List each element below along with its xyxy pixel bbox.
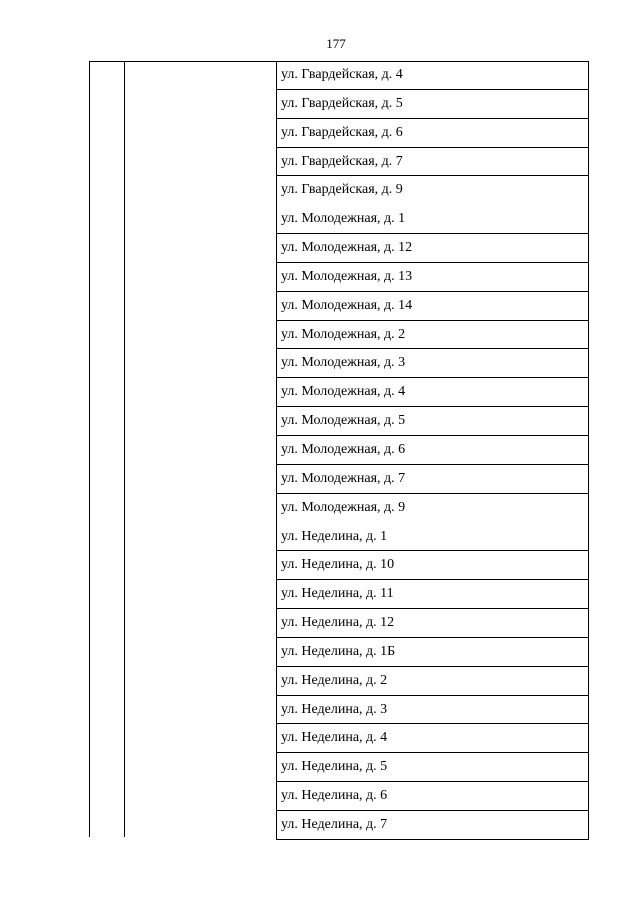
- table-row: ул. Неделина, д. 10: [277, 551, 588, 580]
- table-row: ул. Молодежная, д. 9: [281, 499, 406, 515]
- table-row: ул. Молодежная, д. 4: [277, 378, 588, 407]
- table-row: ул. Молодежная, д. 5: [277, 407, 588, 436]
- table-row: ул. Гвардейская, д. 7: [277, 148, 588, 177]
- table-row: ул. Неделина, д. 4: [277, 724, 588, 753]
- address-column: [276, 61, 589, 840]
- table-row: ул. Молодежная, д. 13: [277, 263, 588, 292]
- table-row: ул. Молодежная, д. 7: [277, 465, 588, 494]
- table-row: ул. Молодежная, д. 14: [277, 292, 588, 321]
- table-row: ул. Неделина, д. 1Б: [277, 638, 588, 667]
- table-row: ул. Неделина, д. 12: [277, 609, 588, 638]
- table-row: ул. Молодежная, д. 12: [277, 234, 588, 263]
- table-row: ул. Молодежная, д. 3: [277, 349, 588, 378]
- table-row: ул. Гвардейская, д. 5: [277, 90, 588, 119]
- table-row: ул. Неделина, д. 2: [277, 667, 588, 696]
- table-row: ул. Молодежная, д. 6: [277, 436, 588, 465]
- table-row: ул. Гвардейская, д. 9: [281, 182, 403, 198]
- table-row: ул. Молодежная, д. 2: [277, 321, 588, 350]
- page-number: 177: [326, 36, 346, 51]
- table-row: ул. Неделина, д. 1: [277, 523, 588, 552]
- table-row: ул. Гвардейская, д. 4: [277, 61, 588, 90]
- table-row: ул. Неделина, д. 3: [277, 696, 588, 725]
- table-row: ул. Молодежная, д. 1: [277, 205, 588, 234]
- table-row: ул. Неделина, д. 11: [277, 580, 588, 609]
- table-column-1-border: [89, 61, 90, 837]
- table-row: ул. Неделина, д. 7: [277, 811, 588, 840]
- table-row: ул. Гвардейская, д. 6: [277, 119, 588, 148]
- table-column-2-border: [124, 61, 125, 837]
- table-row: ул. Неделина, д. 5: [277, 753, 588, 782]
- table-row: ул. Неделина, д. 6: [277, 782, 588, 811]
